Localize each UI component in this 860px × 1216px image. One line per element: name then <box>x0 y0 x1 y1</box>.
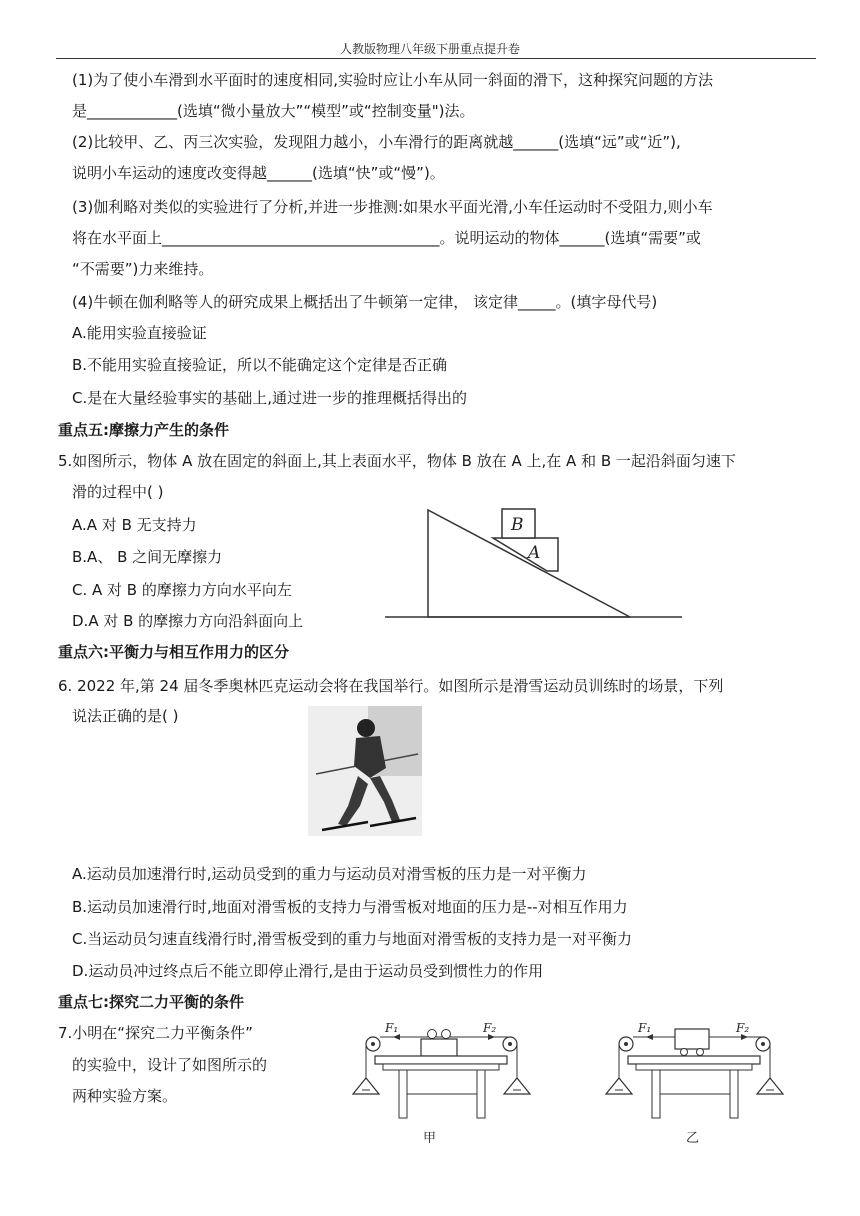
table-top <box>628 1056 760 1064</box>
label-f1: F₁ <box>385 1021 399 1035</box>
q6-option-b: B.运动员加速滑行时,地面对滑雪板的支持力与滑雪板对地面的压力是--对相互作用力 <box>72 898 628 916</box>
q4-option-c: C.是在大量经验事实的基础上,通过进一步的推理概括得出的 <box>72 389 468 407</box>
q5-stem-line1: 5.如图所示，物体 A 放在固定的斜面上,其上表面水平，物体 B 放在 A 上,在 A 和 B 一起沿斜面匀速下 <box>58 452 736 470</box>
q5-option-d: D.A 对 B 的摩擦力方向沿斜面向上 <box>72 612 304 630</box>
q4-option-a: A.能用实验直接验证 <box>72 324 207 342</box>
page-header <box>0 0 860 62</box>
table-leg-right <box>730 1070 738 1118</box>
label-a: A <box>528 543 541 563</box>
hanging-weight-right <box>504 1078 530 1094</box>
caption-jia: 甲 <box>423 1131 437 1146</box>
q4-p4-line1: (4)牛顿在伽利略等人的研究成果上概括出了牛顿第一定律， 该定律_____。(填字母代号) <box>72 293 658 311</box>
apparatus-yi <box>598 1020 788 1150</box>
table-top <box>375 1056 507 1064</box>
skier-head <box>357 719 375 737</box>
q4-p3-line2: 将在水平面上_____________________________________。说明运动的物体______(选填“需要”或 <box>72 229 701 247</box>
q6-option-c: C.当运动员匀速直线滑行时,滑雪板受到的重力与地面对滑雪板的支持力是一对平衡力 <box>72 930 633 948</box>
label-f2: F₂ <box>736 1021 750 1035</box>
q4-p1-line1: (1)为了使小车滑到水平面时的速度相同,实验时应让小车从同一斜面的滑下，这种探究问题的方法 <box>72 71 714 89</box>
hanging-weight-right <box>757 1078 783 1094</box>
block-a <box>493 538 558 571</box>
table-apron <box>383 1064 499 1070</box>
q4-p1-line2: 是____________(选填“微小量放大”“模型”或“控制变量")法。 <box>72 102 475 120</box>
q6-stem-line2: 说法正确的是( ) <box>72 707 179 725</box>
section-five-heading: 重点五:摩擦力产生的条件 <box>58 421 229 439</box>
q6-option-a: A.运动员加速滑行时,运动员受到的重力与运动员对滑雪板的压力是一对平衡力 <box>72 865 587 883</box>
q4-p3-line1: (3)伽利略对类似的实验进行了分析,并进一步推测:如果水平面光滑,小车任运动时不受阻力,则小车 <box>72 198 713 216</box>
incline-figure <box>380 498 690 623</box>
q6-option-d: D.运动员冲过终点后不能立即停止滑行,是由于运动员受到惯性力的作用 <box>72 962 544 980</box>
section-seven-heading: 重点七:探究二力平衡的条件 <box>58 993 244 1011</box>
page-title: 人教版物理八年级下册重点提升卷 <box>339 42 520 56</box>
caption-yi: 乙 <box>686 1131 700 1146</box>
skier-figure <box>308 706 422 836</box>
hanging-weight-left <box>353 1078 379 1094</box>
trolley-wheel-left <box>681 1049 688 1056</box>
q7-stem-line3: 两种实验方案。 <box>72 1087 178 1105</box>
section-six-heading: 重点六:平衡力与相互作用力的区分 <box>58 643 290 661</box>
wooden-block <box>421 1039 457 1056</box>
hanging-weight-left <box>606 1078 632 1094</box>
q5-option-b: B.A、 B 之间无摩擦力 <box>72 548 223 566</box>
q4-p2-line2: 说明小车运动的速度改变得越______(选填“快”或“慢”)。 <box>72 164 445 182</box>
apparatus-jia <box>345 1020 535 1150</box>
table-leg-right <box>477 1070 485 1118</box>
q6-stem-line1: 6. 2022 年,第 24 届冬季奥林匹克运动会将在我国举行。如图所示是滑雪运动员训练时的场景，下列 <box>58 677 724 695</box>
q4-p2-line1: (2)比较甲、乙、丙三次实验，发现阻力越小，小车滑行的距离就越______(选填“远”或“近”), <box>72 133 681 151</box>
q5-option-a: A.A 对 B 无支持力 <box>72 516 197 534</box>
table-leg-left <box>399 1070 407 1118</box>
table-apron <box>636 1064 752 1070</box>
label-f2: F₂ <box>483 1021 497 1035</box>
trolley-body <box>675 1029 709 1049</box>
header-divider <box>56 58 816 59</box>
trolley-wheel-right <box>697 1049 704 1056</box>
q4-p3-line3: “不需要”)力来维持。 <box>72 260 214 278</box>
label-f1: F₁ <box>638 1021 652 1035</box>
label-b: B <box>511 515 524 535</box>
q5-option-c: C. A 对 B 的摩擦力方向水平向左 <box>72 581 292 599</box>
q4-option-b: B.不能用实验直接验证，所以不能确定这个定律是否正确 <box>72 356 448 374</box>
weight-right <box>442 1030 451 1039</box>
q7-stem-line2: 的实验中，设计了如图所示的 <box>72 1056 268 1074</box>
skier-photo <box>308 706 422 836</box>
q5-stem-line2: 滑的过程中( ) <box>72 483 164 501</box>
weight-left <box>428 1030 437 1039</box>
q7-stem-line1: 7.小明在“探究二力平衡条件” <box>58 1024 253 1042</box>
table-leg-left <box>652 1070 660 1118</box>
